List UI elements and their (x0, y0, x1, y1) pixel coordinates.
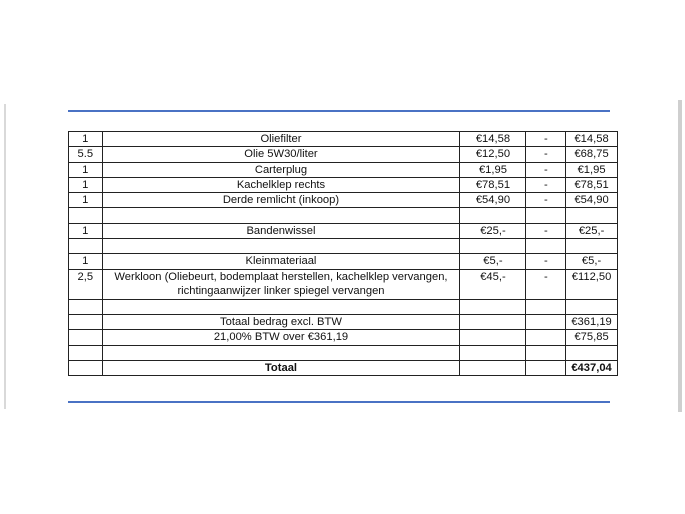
description-cell: Totaal bedrag excl. BTW (102, 315, 460, 330)
line-total-cell (566, 345, 618, 360)
qty-cell (69, 345, 103, 360)
table-row (69, 193, 618, 208)
separator-cell (526, 345, 566, 360)
description-cell (102, 345, 460, 360)
table-row (69, 147, 618, 162)
description-cell (102, 239, 460, 254)
qty-cell: 1 (69, 193, 103, 208)
grand-total-value: €437,04 (566, 361, 618, 376)
line-total-cell: €54,90 (566, 193, 618, 208)
unit-price-cell: €25,- (460, 223, 526, 238)
description-cell: 21,00% BTW over €361,19 (102, 330, 460, 345)
vat-row (69, 330, 618, 345)
table-row (69, 177, 618, 192)
description-cell: Bandenwissel (102, 223, 460, 238)
footer-rule (68, 401, 610, 403)
page-edge-left (4, 104, 6, 409)
separator-cell: - (526, 254, 566, 269)
separator-cell: - (526, 269, 566, 299)
separator-cell (526, 299, 566, 314)
unit-price-cell: €12,50 (460, 147, 526, 162)
grand-total-label: Totaal (102, 361, 460, 376)
description-cell (102, 208, 460, 223)
header-rule (68, 110, 610, 112)
unit-price-cell (460, 345, 526, 360)
subtotal-row (69, 315, 618, 330)
line-total-cell: €14,58 (566, 132, 618, 147)
qty-cell (69, 299, 103, 314)
unit-price-cell: €45,- (460, 269, 526, 299)
line-total-cell: €112,50 (566, 269, 618, 299)
separator-cell: - (526, 147, 566, 162)
line-total-cell: €78,51 (566, 177, 618, 192)
table-row (69, 162, 618, 177)
description-cell: Werkloon (Oliebeurt, bodemplaat herstellen, kachelklep vervangen, richtingaanwijzer linker spiegel vervangen (102, 269, 460, 299)
unit-price-cell (460, 361, 526, 376)
qty-cell: 1 (69, 177, 103, 192)
table-row-empty (69, 208, 618, 223)
separator-cell: - (526, 162, 566, 177)
separator-cell: - (526, 193, 566, 208)
separator-cell: - (526, 132, 566, 147)
qty-cell (69, 315, 103, 330)
line-total-cell (566, 208, 618, 223)
unit-price-cell (460, 299, 526, 314)
qty-cell (69, 208, 103, 223)
qty-cell: 2,5 (69, 269, 103, 299)
unit-price-cell (460, 315, 526, 330)
line-total-cell: €361,19 (566, 315, 618, 330)
qty-cell: 1 (69, 162, 103, 177)
qty-cell: 5.5 (69, 147, 103, 162)
qty-cell (69, 330, 103, 345)
line-total-cell: €5,- (566, 254, 618, 269)
qty-cell: 1 (69, 254, 103, 269)
unit-price-cell: €78,51 (460, 177, 526, 192)
line-total-cell (566, 239, 618, 254)
line-total-cell: €75,85 (566, 330, 618, 345)
separator-cell (526, 330, 566, 345)
separator-cell (526, 208, 566, 223)
page-edge-right (678, 100, 682, 412)
line-total-cell (566, 299, 618, 314)
qty-cell (69, 239, 103, 254)
description-cell: Derde remlicht (inkoop) (102, 193, 460, 208)
separator-cell: - (526, 223, 566, 238)
table-row-empty (69, 239, 618, 254)
table-row (69, 269, 618, 299)
unit-price-cell: €1,95 (460, 162, 526, 177)
unit-price-cell (460, 208, 526, 223)
description-cell: Olie 5W30/liter (102, 147, 460, 162)
line-total-cell: €25,- (566, 223, 618, 238)
unit-price-cell: €54,90 (460, 193, 526, 208)
qty-cell: 1 (69, 132, 103, 147)
table-row (69, 132, 618, 147)
qty-cell (69, 361, 103, 376)
unit-price-cell (460, 330, 526, 345)
unit-price-cell (460, 239, 526, 254)
separator-cell: - (526, 177, 566, 192)
grand-total-row (69, 361, 618, 376)
description-cell: Kachelklep rechts (102, 177, 460, 192)
unit-price-cell: €5,- (460, 254, 526, 269)
table-row-empty (69, 299, 618, 314)
description-cell: Kleinmateriaal (102, 254, 460, 269)
separator-cell (526, 315, 566, 330)
line-total-cell: €68,75 (566, 147, 618, 162)
description-cell: Oliefilter (102, 132, 460, 147)
separator-cell (526, 361, 566, 376)
qty-cell: 1 (69, 223, 103, 238)
table-row-empty (69, 345, 618, 360)
table-row (69, 223, 618, 238)
table-row (69, 254, 618, 269)
line-total-cell: €1,95 (566, 162, 618, 177)
description-cell (102, 299, 460, 314)
unit-price-cell: €14,58 (460, 132, 526, 147)
description-cell: Carterplug (102, 162, 460, 177)
invoice-table (68, 131, 618, 376)
separator-cell (526, 239, 566, 254)
